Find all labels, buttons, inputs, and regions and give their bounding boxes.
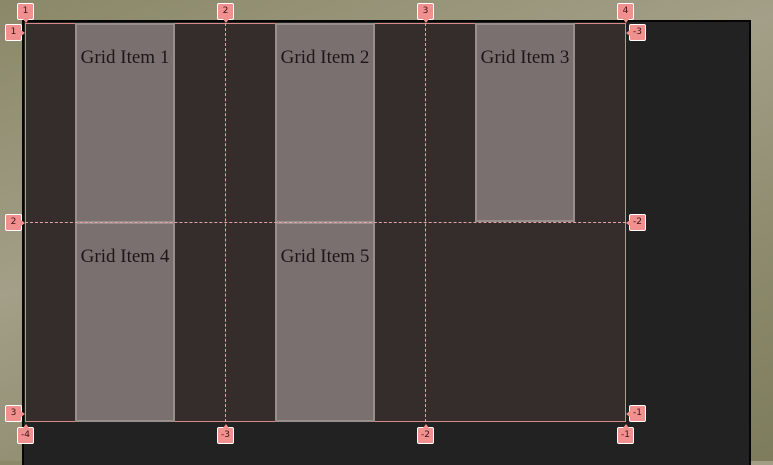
column-line-badge-bottom-3: -2 bbox=[417, 427, 434, 444]
grid-item-4: Grid Item 4 bbox=[75, 222, 175, 422]
row-line-badge-right-3: -1 bbox=[629, 405, 646, 422]
row-line-badge-left-3: 3 bbox=[5, 405, 22, 422]
column-line-badge-top-1: 1 bbox=[17, 3, 34, 20]
grid-item-5: Grid Item 5 bbox=[275, 222, 375, 422]
column-line-badge-top-2: 2 bbox=[217, 3, 234, 20]
column-line-badge-bottom-1: -4 bbox=[17, 427, 34, 444]
grid-item-1: Grid Item 1 bbox=[75, 23, 175, 223]
row-line-badge-left-1: 1 bbox=[5, 24, 22, 41]
grid-row-line-2 bbox=[25, 222, 626, 223]
row-line-badge-right-1: -3 bbox=[629, 24, 646, 41]
grid-item-2: Grid Item 2 bbox=[275, 23, 375, 223]
row-line-badge-right-2: -2 bbox=[629, 214, 646, 231]
column-line-badge-bottom-4: -1 bbox=[617, 427, 634, 444]
column-line-badge-bottom-2: -3 bbox=[217, 427, 234, 444]
column-line-badge-top-3: 3 bbox=[417, 3, 434, 20]
row-line-badge-left-2: 2 bbox=[5, 214, 22, 231]
column-line-badge-top-4: 4 bbox=[617, 3, 634, 20]
grid-item-3: Grid Item 3 bbox=[475, 23, 575, 222]
